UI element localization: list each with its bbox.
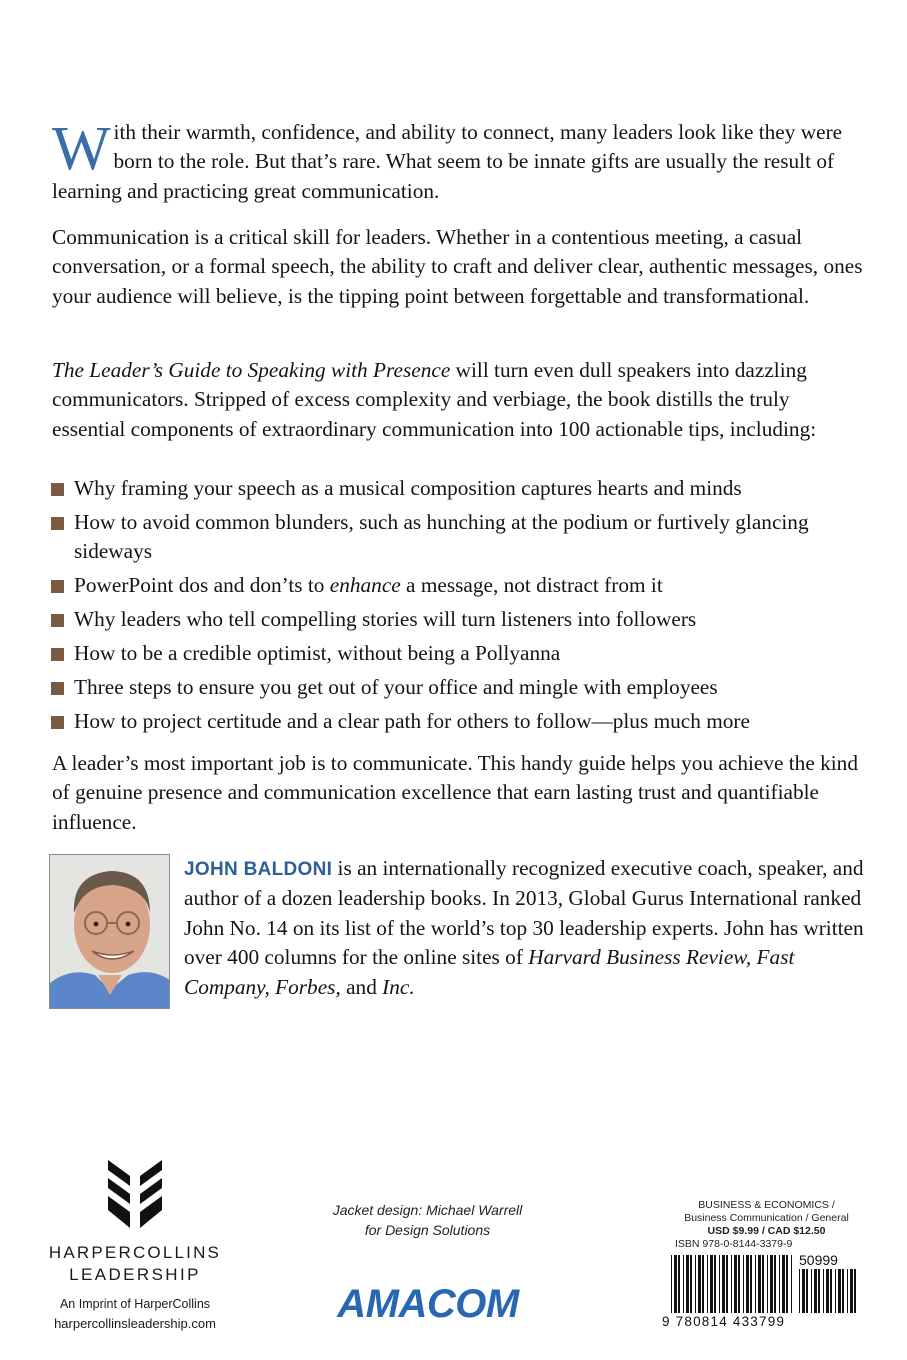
barcode-bar (738, 1255, 740, 1313)
barcode-bar (686, 1255, 689, 1313)
drop-cap: W (52, 115, 111, 183)
barcode-bar (750, 1255, 752, 1313)
barcode-bar (802, 1269, 805, 1313)
bullet-square-icon (51, 580, 64, 593)
barcode-bar (811, 1269, 812, 1313)
barcode-bar (854, 1269, 856, 1313)
barcode-bar (678, 1255, 680, 1313)
barcode-bar (722, 1255, 725, 1313)
barcode-bar (830, 1269, 832, 1313)
intro-text: ith their warmth, confidence, and ability to connect, many leaders look like they were born to the role. But that’s rare. What seem to be innate gifts are usually the result of learning and practicing great communication. (52, 120, 843, 203)
barcode (661, 1253, 871, 1329)
barcode-bar (695, 1255, 696, 1313)
list-item: How to be a credible optimist, without being a Pollyanna (50, 639, 870, 668)
list-item: PowerPoint dos and don’ts to enhance a message, not distract from it (50, 571, 870, 600)
barcode-bar (842, 1269, 844, 1313)
barcode-bars-main (671, 1255, 792, 1313)
list-item: Why leaders who tell compelling stories will turn listeners into followers (50, 605, 870, 634)
paragraph-communication: Communication is a critical skill for leaders. Whether in a contentious meeting, a casual conversation, or a formal speech, the ability to craft and deliver clear, authentic messages, ones your audience will believe, is the tipping point between forgettable and transformational. (52, 225, 863, 308)
barcode-bar (799, 1269, 800, 1313)
barcode-bar (762, 1255, 764, 1313)
list-item: How to project certitude and a clear path for others to follow—plus much more (50, 707, 870, 736)
list-item: Three steps to ensure you get out of your office and mingle with employees (50, 673, 870, 702)
barcode-bar (826, 1269, 829, 1313)
paragraph-book-description (52, 356, 867, 444)
barcode-addon-number: 50999 (799, 1253, 838, 1268)
barcode-bar (755, 1255, 756, 1313)
barcode-bar (806, 1269, 808, 1313)
author-name: JOHN BALDONI (184, 859, 333, 880)
bullet-square-icon (51, 648, 64, 661)
barcode-main-number: 9 780814 433799 (662, 1314, 786, 1329)
barcode-bar (850, 1269, 853, 1313)
jacket-credits (320, 1200, 535, 1240)
bullet-square-icon (51, 483, 64, 496)
book-title: The Leader’s Guide to Speaking with Presence (52, 358, 451, 382)
barcode-bar (758, 1255, 761, 1313)
barcode-bar (818, 1269, 820, 1313)
list-item: How to avoid common blunders, such as hunching at the podium or furtively glancing sideways (50, 508, 870, 567)
barcode-bar (719, 1255, 720, 1313)
barcode-bar (823, 1269, 824, 1313)
intro-paragraph (52, 115, 867, 206)
author-portrait-icon (50, 855, 170, 1009)
barcode-bar (770, 1255, 773, 1313)
barcode-bar (791, 1255, 792, 1313)
list-item: Why framing your speech as a musical composition captures hearts and minds (50, 474, 870, 503)
barcode-bar (779, 1255, 780, 1313)
bullet-square-icon (51, 614, 64, 627)
barcode-bar (714, 1255, 716, 1313)
bullet-square-icon (51, 682, 64, 695)
barcode-bar (782, 1255, 785, 1313)
bullet-square-icon (51, 517, 64, 530)
barcode-bar (707, 1255, 708, 1313)
barcode-bar (814, 1269, 817, 1313)
barcode-bar (847, 1269, 848, 1313)
barcode-bar (683, 1255, 684, 1313)
book-description-text: will turn even dull speakers into dazzling communicators. Stripped of excess complexity and verbiage, the book distills the truly essential components of extraordinary communication into 100 actionable tips, including: (52, 358, 817, 441)
publisher-name: HARPERCOLLINS (48, 1243, 222, 1262)
barcode-bar (838, 1269, 841, 1313)
barcode-bar (702, 1255, 704, 1313)
amacom-logo: AMACOM (337, 1282, 519, 1326)
barcode-bar (835, 1269, 836, 1313)
barcode-bar (746, 1255, 749, 1313)
barcode-bar (731, 1255, 732, 1313)
barcode-bar (698, 1255, 701, 1313)
barcode-bar (726, 1255, 728, 1313)
publisher-url: harpercollinsleadership.com (54, 1316, 216, 1331)
paragraph-closing: A leader’s most important job is to communicate. This handy guide helps you achieve the kind of genuine presence and communication excellence that earn lasting trust and quantifiable influence. (52, 751, 858, 834)
tips-list (50, 474, 870, 741)
barcode-bar (734, 1255, 737, 1313)
barcode-bar (786, 1255, 788, 1313)
category-line-1: BUSINESS & ECONOMICS / (698, 1199, 835, 1211)
barcode-bar (710, 1255, 713, 1313)
barcode-bar (674, 1255, 677, 1313)
barcode-bar (671, 1255, 672, 1313)
barcode-bar (767, 1255, 768, 1313)
barcode-bars-addon (799, 1269, 856, 1313)
credit-line-1: Jacket design: Michael Warrell (332, 1202, 523, 1218)
harpercollins-flame-icon (100, 1158, 170, 1232)
publisher-imprint: An Imprint of HarperCollins (59, 1297, 211, 1311)
barcode-bar (774, 1255, 776, 1313)
author-bio: JOHN BALDONI is an internationally recognized executive coach, speaker, and author of a dozen leadership books. In 2013, Global Gurus International ranked John No. 14 on its list of the world’s top 30 leadership experts. John has written over 400 columns for the online sites of Harvard Business Review, Fast Company, Forbes, and Inc. (184, 856, 864, 999)
isbn: ISBN 978-0-8144-3379-9 (675, 1238, 793, 1250)
publisher-subname: LEADERSHIP (69, 1265, 201, 1284)
credit-line-2: for Design Solutions (364, 1222, 491, 1238)
barcode-bar (690, 1255, 692, 1313)
bullet-square-icon (51, 716, 64, 729)
author-photo (49, 854, 170, 1009)
price: USD $9.99 / CAD $12.50 (707, 1225, 826, 1237)
barcode-bar (743, 1255, 744, 1313)
barcode-info (664, 1199, 869, 1251)
publisher-logo-block (30, 1158, 240, 1331)
category-line-2: Business Communication / General (684, 1212, 849, 1224)
